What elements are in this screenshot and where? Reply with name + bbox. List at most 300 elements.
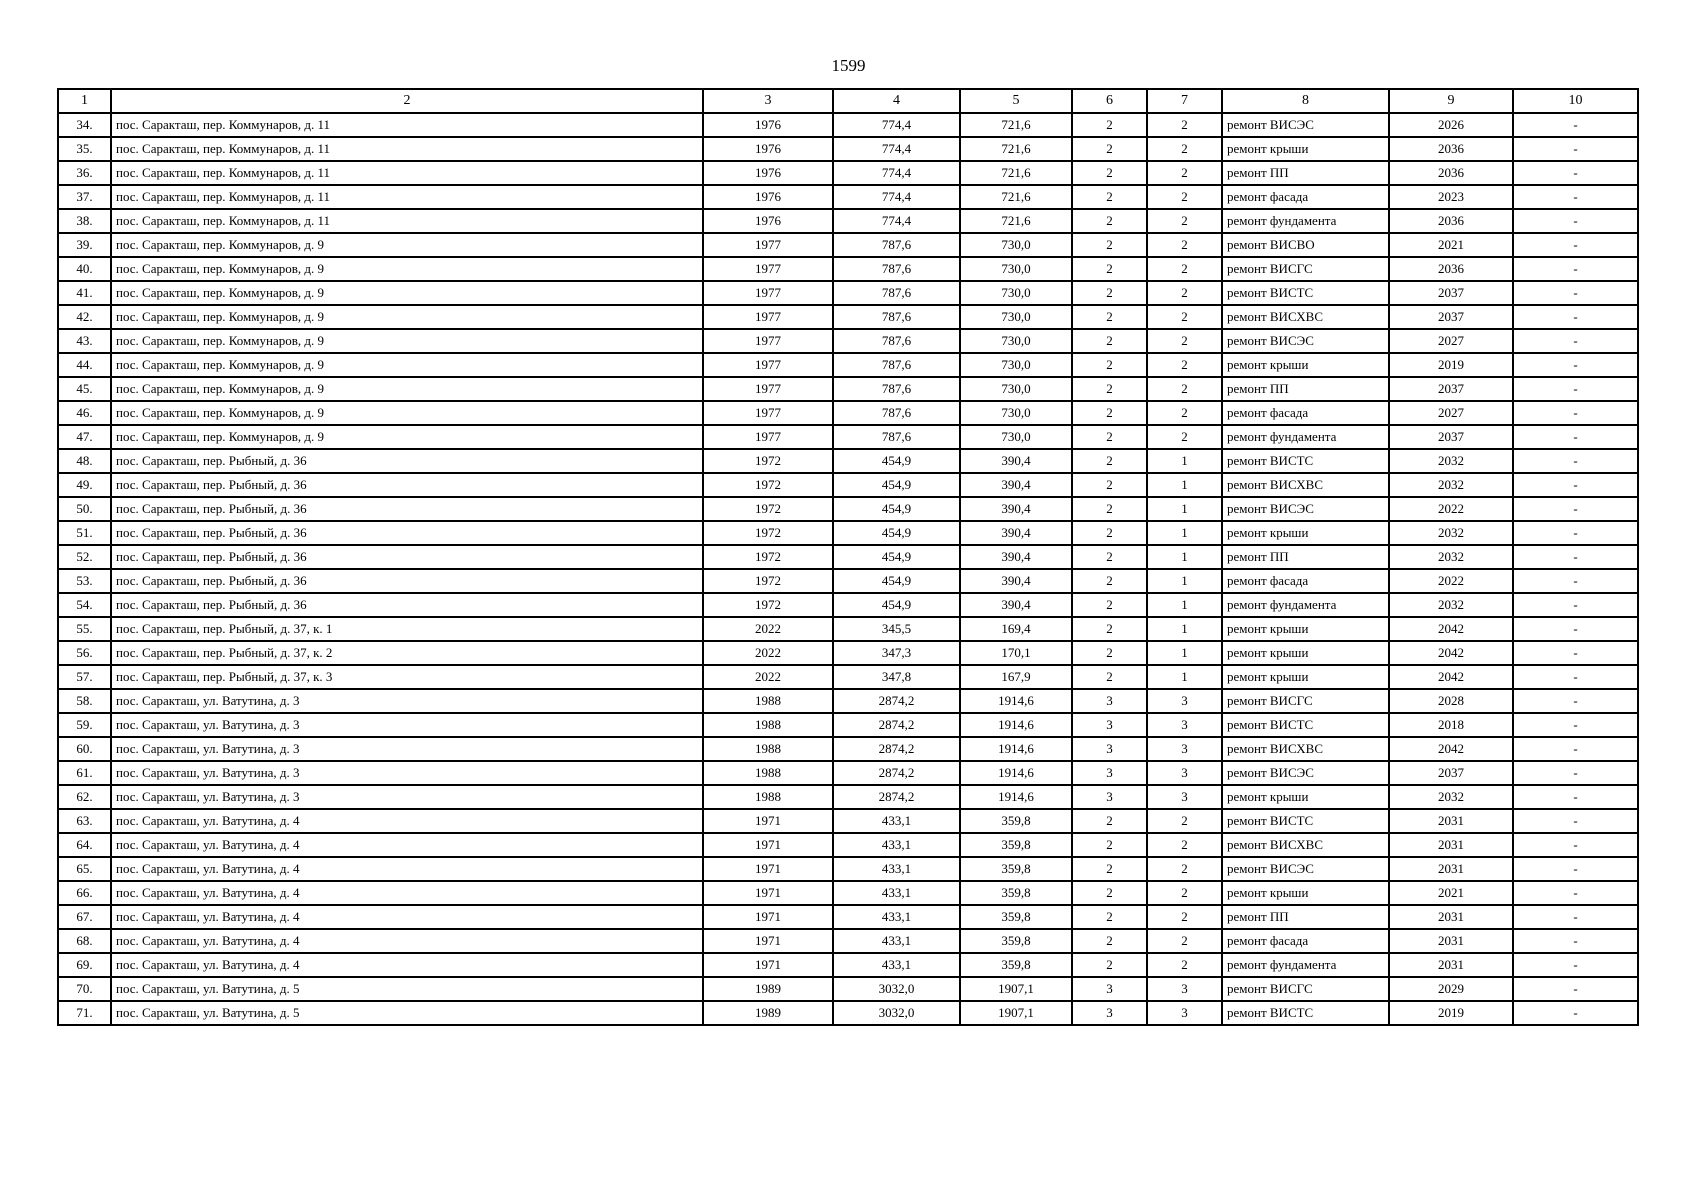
cell-address: пос. Саракташ, пер. Рыбный, д. 36 — [111, 545, 703, 569]
cell-work-type: ремонт фасада — [1222, 401, 1389, 425]
cell-floors: 2 — [1072, 329, 1147, 353]
cell-note: - — [1513, 473, 1638, 497]
cell-row-number: 67. — [58, 905, 111, 929]
cell-work-type: ремонт фундамента — [1222, 425, 1389, 449]
cell-work-type: ремонт фундамента — [1222, 953, 1389, 977]
cell-planned-year: 2031 — [1389, 857, 1513, 881]
table-row — [58, 545, 1638, 569]
cell-planned-year: 2022 — [1389, 569, 1513, 593]
cell-floors: 2 — [1072, 185, 1147, 209]
cell-total-area: 345,5 — [833, 617, 960, 641]
cell-work-type: ремонт крыши — [1222, 353, 1389, 377]
cell-living-area: 390,4 — [960, 497, 1072, 521]
cell-living-area: 359,8 — [960, 953, 1072, 977]
cell-row-number: 48. — [58, 449, 111, 473]
cell-address: пос. Саракташ, ул. Ватутина, д. 4 — [111, 809, 703, 833]
cell-work-type: ремонт крыши — [1222, 881, 1389, 905]
cell-planned-year: 2022 — [1389, 497, 1513, 521]
cell-planned-year: 2036 — [1389, 257, 1513, 281]
cell-total-area: 347,8 — [833, 665, 960, 689]
cell-work-type: ремонт ВИСЭС — [1222, 857, 1389, 881]
cell-address: пос. Саракташ, пер. Коммунаров, д. 9 — [111, 401, 703, 425]
cell-year-built: 1977 — [703, 233, 833, 257]
cell-living-area: 359,8 — [960, 929, 1072, 953]
table-row — [58, 953, 1638, 977]
cell-row-number: 45. — [58, 377, 111, 401]
cell-year-built: 1976 — [703, 209, 833, 233]
cell-address: пос. Саракташ, пер. Рыбный, д. 36 — [111, 449, 703, 473]
cell-note: - — [1513, 281, 1638, 305]
cell-living-area: 390,4 — [960, 545, 1072, 569]
cell-planned-year: 2032 — [1389, 449, 1513, 473]
cell-note: - — [1513, 353, 1638, 377]
cell-living-area: 1914,6 — [960, 785, 1072, 809]
cell-living-area: 359,8 — [960, 809, 1072, 833]
cell-floors: 2 — [1072, 953, 1147, 977]
cell-address: пос. Саракташ, пер. Коммунаров, д. 9 — [111, 329, 703, 353]
cell-row-number: 42. — [58, 305, 111, 329]
cell-work-type: ремонт фасада — [1222, 185, 1389, 209]
cell-entrances: 2 — [1147, 881, 1222, 905]
cell-floors: 2 — [1072, 833, 1147, 857]
table-row — [58, 425, 1638, 449]
cell-note: - — [1513, 593, 1638, 617]
cell-entrances: 1 — [1147, 593, 1222, 617]
cell-year-built: 1972 — [703, 521, 833, 545]
table-row — [58, 497, 1638, 521]
cell-living-area: 730,0 — [960, 377, 1072, 401]
cell-floors: 2 — [1072, 113, 1147, 137]
table-row — [58, 305, 1638, 329]
cell-living-area: 730,0 — [960, 233, 1072, 257]
cell-planned-year: 2042 — [1389, 665, 1513, 689]
cell-living-area: 390,4 — [960, 449, 1072, 473]
table-row — [58, 785, 1638, 809]
cell-row-number: 70. — [58, 977, 111, 1001]
cell-living-area: 390,4 — [960, 593, 1072, 617]
table-row — [58, 641, 1638, 665]
table-row — [58, 905, 1638, 929]
cell-year-built: 1971 — [703, 857, 833, 881]
cell-work-type: ремонт ВИСЭС — [1222, 497, 1389, 521]
cell-planned-year: 2019 — [1389, 1001, 1513, 1025]
cell-work-type: ремонт ВИСГС — [1222, 689, 1389, 713]
cell-address: пос. Саракташ, пер. Коммунаров, д. 11 — [111, 113, 703, 137]
cell-note: - — [1513, 929, 1638, 953]
table-row — [58, 473, 1638, 497]
table-row — [58, 809, 1638, 833]
cell-floors: 3 — [1072, 761, 1147, 785]
cell-address: пос. Саракташ, ул. Ватутина, д. 4 — [111, 881, 703, 905]
cell-living-area: 359,8 — [960, 881, 1072, 905]
cell-row-number: 71. — [58, 1001, 111, 1025]
cell-work-type: ремонт ВИСХВС — [1222, 833, 1389, 857]
cell-floors: 2 — [1072, 929, 1147, 953]
cell-note: - — [1513, 305, 1638, 329]
cell-note: - — [1513, 785, 1638, 809]
cell-year-built: 1988 — [703, 713, 833, 737]
cell-address: пос. Саракташ, ул. Ватутина, д. 5 — [111, 977, 703, 1001]
cell-entrances: 1 — [1147, 569, 1222, 593]
cell-work-type: ремонт ВИСХВС — [1222, 473, 1389, 497]
cell-note: - — [1513, 545, 1638, 569]
cell-year-built: 2022 — [703, 617, 833, 641]
cell-total-area: 433,1 — [833, 881, 960, 905]
cell-planned-year: 2021 — [1389, 881, 1513, 905]
cell-entrances: 2 — [1147, 833, 1222, 857]
column-header-2: 2 — [111, 89, 703, 113]
cell-address: пос. Саракташ, пер. Коммунаров, д. 11 — [111, 185, 703, 209]
cell-year-built: 1977 — [703, 257, 833, 281]
cell-total-area: 347,3 — [833, 641, 960, 665]
cell-planned-year: 2027 — [1389, 401, 1513, 425]
cell-living-area: 730,0 — [960, 401, 1072, 425]
cell-address: пос. Саракташ, ул. Ватутина, д. 4 — [111, 857, 703, 881]
cell-row-number: 64. — [58, 833, 111, 857]
cell-living-area: 1907,1 — [960, 1001, 1072, 1025]
cell-row-number: 62. — [58, 785, 111, 809]
cell-planned-year: 2031 — [1389, 833, 1513, 857]
cell-row-number: 54. — [58, 593, 111, 617]
cell-row-number: 38. — [58, 209, 111, 233]
cell-planned-year: 2027 — [1389, 329, 1513, 353]
cell-total-area: 787,6 — [833, 353, 960, 377]
cell-work-type: ремонт ВИСТС — [1222, 809, 1389, 833]
cell-planned-year: 2042 — [1389, 617, 1513, 641]
cell-address: пос. Саракташ, ул. Ватутина, д. 3 — [111, 689, 703, 713]
cell-row-number: 46. — [58, 401, 111, 425]
cell-floors: 2 — [1072, 161, 1147, 185]
cell-planned-year: 2023 — [1389, 185, 1513, 209]
column-header-9: 9 — [1389, 89, 1513, 113]
cell-floors: 2 — [1072, 881, 1147, 905]
column-header-6: 6 — [1072, 89, 1147, 113]
cell-floors: 2 — [1072, 281, 1147, 305]
cell-work-type: ремонт ВИСХВС — [1222, 305, 1389, 329]
cell-living-area: 1907,1 — [960, 977, 1072, 1001]
cell-year-built: 1976 — [703, 185, 833, 209]
cell-address: пос. Саракташ, ул. Ватутина, д. 5 — [111, 1001, 703, 1025]
cell-entrances: 1 — [1147, 473, 1222, 497]
cell-entrances: 2 — [1147, 857, 1222, 881]
cell-work-type: ремонт крыши — [1222, 785, 1389, 809]
cell-floors: 2 — [1072, 857, 1147, 881]
table-row — [58, 761, 1638, 785]
cell-year-built: 1977 — [703, 425, 833, 449]
cell-planned-year: 2031 — [1389, 905, 1513, 929]
cell-total-area: 774,4 — [833, 113, 960, 137]
table-row — [58, 713, 1638, 737]
cell-living-area: 1914,6 — [960, 761, 1072, 785]
cell-entrances: 3 — [1147, 761, 1222, 785]
cell-year-built: 1977 — [703, 353, 833, 377]
cell-total-area: 454,9 — [833, 449, 960, 473]
cell-year-built: 1977 — [703, 329, 833, 353]
cell-floors: 3 — [1072, 1001, 1147, 1025]
cell-note: - — [1513, 1001, 1638, 1025]
cell-work-type: ремонт крыши — [1222, 641, 1389, 665]
cell-work-type: ремонт фасада — [1222, 929, 1389, 953]
cell-year-built: 1988 — [703, 689, 833, 713]
cell-note: - — [1513, 713, 1638, 737]
table-row — [58, 881, 1638, 905]
cell-floors: 2 — [1072, 497, 1147, 521]
cell-floors: 3 — [1072, 977, 1147, 1001]
cell-address: пос. Саракташ, ул. Ватутина, д. 4 — [111, 929, 703, 953]
cell-note: - — [1513, 209, 1638, 233]
cell-floors: 2 — [1072, 905, 1147, 929]
cell-floors: 3 — [1072, 713, 1147, 737]
cell-floors: 2 — [1072, 377, 1147, 401]
cell-note: - — [1513, 521, 1638, 545]
cell-address: пос. Саракташ, ул. Ватутина, д. 3 — [111, 761, 703, 785]
cell-entrances: 2 — [1147, 905, 1222, 929]
cell-planned-year: 2031 — [1389, 809, 1513, 833]
cell-note: - — [1513, 689, 1638, 713]
cell-living-area: 721,6 — [960, 209, 1072, 233]
cell-entrances: 3 — [1147, 713, 1222, 737]
cell-work-type: ремонт крыши — [1222, 521, 1389, 545]
cell-living-area: 390,4 — [960, 521, 1072, 545]
cell-total-area: 454,9 — [833, 473, 960, 497]
cell-planned-year: 2037 — [1389, 425, 1513, 449]
cell-year-built: 1971 — [703, 833, 833, 857]
cell-work-type: ремонт ВИСЭС — [1222, 761, 1389, 785]
column-header-1: 1 — [58, 89, 111, 113]
cell-floors: 2 — [1072, 425, 1147, 449]
cell-address: пос. Саракташ, ул. Ватутина, д. 3 — [111, 737, 703, 761]
cell-total-area: 774,4 — [833, 161, 960, 185]
cell-total-area: 454,9 — [833, 521, 960, 545]
cell-row-number: 61. — [58, 761, 111, 785]
cell-year-built: 1971 — [703, 881, 833, 905]
cell-total-area: 787,6 — [833, 329, 960, 353]
cell-total-area: 2874,2 — [833, 713, 960, 737]
cell-row-number: 51. — [58, 521, 111, 545]
cell-note: - — [1513, 161, 1638, 185]
cell-planned-year: 2018 — [1389, 713, 1513, 737]
cell-note: - — [1513, 113, 1638, 137]
cell-entrances: 3 — [1147, 737, 1222, 761]
cell-floors: 2 — [1072, 569, 1147, 593]
table-row — [58, 353, 1638, 377]
table-row — [58, 401, 1638, 425]
cell-entrances: 2 — [1147, 305, 1222, 329]
cell-living-area: 359,8 — [960, 905, 1072, 929]
cell-work-type: ремонт ПП — [1222, 905, 1389, 929]
cell-total-area: 454,9 — [833, 593, 960, 617]
cell-entrances: 2 — [1147, 809, 1222, 833]
cell-living-area: 390,4 — [960, 569, 1072, 593]
table-row — [58, 329, 1638, 353]
table-row — [58, 209, 1638, 233]
cell-address: пос. Саракташ, пер. Коммунаров, д. 9 — [111, 425, 703, 449]
cell-total-area: 774,4 — [833, 185, 960, 209]
table-row — [58, 281, 1638, 305]
cell-entrances: 2 — [1147, 929, 1222, 953]
cell-entrances: 1 — [1147, 545, 1222, 569]
cell-row-number: 59. — [58, 713, 111, 737]
cell-floors: 2 — [1072, 353, 1147, 377]
cell-note: - — [1513, 641, 1638, 665]
cell-total-area: 454,9 — [833, 545, 960, 569]
cell-row-number: 52. — [58, 545, 111, 569]
cell-note: - — [1513, 449, 1638, 473]
cell-living-area: 169,4 — [960, 617, 1072, 641]
cell-total-area: 454,9 — [833, 497, 960, 521]
cell-note: - — [1513, 809, 1638, 833]
cell-row-number: 40. — [58, 257, 111, 281]
cell-entrances: 2 — [1147, 425, 1222, 449]
cell-living-area: 359,8 — [960, 857, 1072, 881]
cell-address: пос. Саракташ, пер. Коммунаров, д. 9 — [111, 305, 703, 329]
cell-work-type: ремонт фасада — [1222, 569, 1389, 593]
cell-row-number: 55. — [58, 617, 111, 641]
column-header-5: 5 — [960, 89, 1072, 113]
cell-note: - — [1513, 833, 1638, 857]
cell-floors: 2 — [1072, 401, 1147, 425]
cell-floors: 3 — [1072, 689, 1147, 713]
cell-year-built: 1971 — [703, 929, 833, 953]
cell-planned-year: 2032 — [1389, 545, 1513, 569]
cell-row-number: 36. — [58, 161, 111, 185]
cell-work-type: ремонт ВИСВО — [1222, 233, 1389, 257]
cell-row-number: 43. — [58, 329, 111, 353]
cell-work-type: ремонт ВИСГС — [1222, 257, 1389, 281]
cell-entrances: 2 — [1147, 233, 1222, 257]
cell-living-area: 721,6 — [960, 185, 1072, 209]
cell-planned-year: 2042 — [1389, 641, 1513, 665]
cell-floors: 3 — [1072, 785, 1147, 809]
cell-work-type: ремонт ВИСТС — [1222, 449, 1389, 473]
cell-note: - — [1513, 857, 1638, 881]
cell-year-built: 1988 — [703, 737, 833, 761]
cell-entrances: 2 — [1147, 113, 1222, 137]
cell-work-type: ремонт ПП — [1222, 377, 1389, 401]
cell-entrances: 2 — [1147, 401, 1222, 425]
cell-year-built: 1977 — [703, 305, 833, 329]
cell-note: - — [1513, 905, 1638, 929]
table-row — [58, 833, 1638, 857]
cell-note: - — [1513, 953, 1638, 977]
cell-row-number: 60. — [58, 737, 111, 761]
cell-year-built: 1976 — [703, 113, 833, 137]
cell-year-built: 1989 — [703, 1001, 833, 1025]
cell-living-area: 730,0 — [960, 305, 1072, 329]
table-row — [58, 665, 1638, 689]
cell-row-number: 50. — [58, 497, 111, 521]
cell-entrances: 2 — [1147, 953, 1222, 977]
cell-note: - — [1513, 377, 1638, 401]
table-row — [58, 929, 1638, 953]
cell-planned-year: 2036 — [1389, 137, 1513, 161]
cell-note: - — [1513, 737, 1638, 761]
cell-address: пос. Саракташ, пер. Рыбный, д. 36 — [111, 593, 703, 617]
cell-floors: 2 — [1072, 593, 1147, 617]
cell-year-built: 1971 — [703, 905, 833, 929]
cell-row-number: 37. — [58, 185, 111, 209]
cell-work-type: ремонт ВИСХВС — [1222, 737, 1389, 761]
cell-entrances: 2 — [1147, 377, 1222, 401]
cell-planned-year: 2037 — [1389, 761, 1513, 785]
cell-total-area: 3032,0 — [833, 977, 960, 1001]
header-row — [58, 89, 1638, 113]
column-header-7: 7 — [1147, 89, 1222, 113]
cell-planned-year: 2037 — [1389, 281, 1513, 305]
cell-address: пос. Саракташ, ул. Ватутина, д. 3 — [111, 713, 703, 737]
cell-note: - — [1513, 329, 1638, 353]
cell-floors: 2 — [1072, 305, 1147, 329]
cell-address: пос. Саракташ, пер. Коммунаров, д. 9 — [111, 257, 703, 281]
cell-floors: 2 — [1072, 233, 1147, 257]
table-row — [58, 113, 1638, 137]
cell-planned-year: 2037 — [1389, 305, 1513, 329]
cell-planned-year: 2031 — [1389, 953, 1513, 977]
cell-living-area: 730,0 — [960, 353, 1072, 377]
cell-planned-year: 2032 — [1389, 785, 1513, 809]
cell-entrances: 1 — [1147, 449, 1222, 473]
cell-row-number: 69. — [58, 953, 111, 977]
table-row — [58, 185, 1638, 209]
cell-address: пос. Саракташ, пер. Коммунаров, д. 9 — [111, 281, 703, 305]
cell-address: пос. Саракташ, ул. Ватутина, д. 3 — [111, 785, 703, 809]
cell-address: пос. Саракташ, пер. Коммунаров, д. 9 — [111, 233, 703, 257]
cell-row-number: 66. — [58, 881, 111, 905]
cell-row-number: 58. — [58, 689, 111, 713]
cell-living-area: 359,8 — [960, 833, 1072, 857]
cell-year-built: 1977 — [703, 401, 833, 425]
cell-entrances: 3 — [1147, 785, 1222, 809]
cell-total-area: 2874,2 — [833, 737, 960, 761]
cell-floors: 3 — [1072, 737, 1147, 761]
cell-address: пос. Саракташ, ул. Ватутина, д. 4 — [111, 833, 703, 857]
table-row — [58, 161, 1638, 185]
cell-total-area: 3032,0 — [833, 1001, 960, 1025]
cell-note: - — [1513, 665, 1638, 689]
cell-living-area: 1914,6 — [960, 737, 1072, 761]
cell-planned-year: 2021 — [1389, 233, 1513, 257]
cell-year-built: 1972 — [703, 569, 833, 593]
cell-total-area: 787,6 — [833, 401, 960, 425]
cell-address: пос. Саракташ, пер. Коммунаров, д. 11 — [111, 209, 703, 233]
cell-total-area: 433,1 — [833, 929, 960, 953]
cell-note: - — [1513, 497, 1638, 521]
cell-total-area: 787,6 — [833, 233, 960, 257]
cell-floors: 2 — [1072, 617, 1147, 641]
cell-floors: 2 — [1072, 641, 1147, 665]
cell-note: - — [1513, 233, 1638, 257]
column-header-3: 3 — [703, 89, 833, 113]
cell-year-built: 2022 — [703, 665, 833, 689]
cell-entrances: 1 — [1147, 521, 1222, 545]
cell-note: - — [1513, 257, 1638, 281]
table-row — [58, 1001, 1638, 1025]
cell-planned-year: 2042 — [1389, 737, 1513, 761]
cell-living-area: 721,6 — [960, 161, 1072, 185]
cell-entrances: 3 — [1147, 1001, 1222, 1025]
table-row — [58, 977, 1638, 1001]
cell-planned-year: 2032 — [1389, 473, 1513, 497]
cell-row-number: 63. — [58, 809, 111, 833]
cell-address: пос. Саракташ, пер. Коммунаров, д. 9 — [111, 353, 703, 377]
cell-total-area: 774,4 — [833, 209, 960, 233]
cell-address: пос. Саракташ, пер. Рыбный, д. 37, к. 3 — [111, 665, 703, 689]
cell-total-area: 787,6 — [833, 257, 960, 281]
cell-planned-year: 2036 — [1389, 209, 1513, 233]
cell-living-area: 730,0 — [960, 329, 1072, 353]
cell-planned-year: 2028 — [1389, 689, 1513, 713]
cell-living-area: 1914,6 — [960, 689, 1072, 713]
